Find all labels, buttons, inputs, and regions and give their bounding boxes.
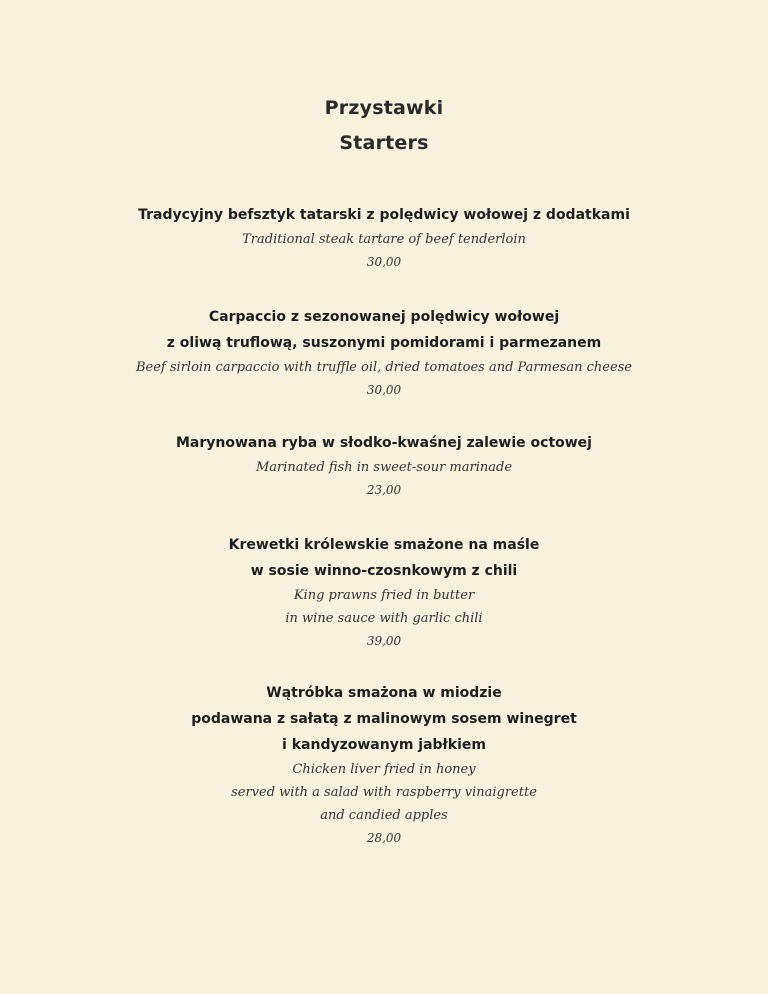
menu-item [0,680,768,850]
dish-name-english: Beef sirloin carpaccio with truffle oil, dried tomatoes and Parmesan cheese [135,360,633,375]
dish-price: 23,00 [366,483,402,497]
menu-item [0,532,768,653]
dish-name-polish: Tradycyjny befsztyk tatarski z polędwicy wołowej z dodatkami [138,207,630,223]
dish-name-polish: i kandyzowanym jabłkiem [282,737,486,753]
dish-name-english: served with a salad with raspberry vinaigrette [231,785,537,800]
dish-price: 30,00 [366,255,402,269]
dish-name-polish: z oliwą truflową, suszonymi pomidorami i parmezanem [166,335,602,351]
menu-item [0,430,768,502]
dish-name-english: Traditional steak tartare of beef tenderloin [242,232,526,247]
dish-name-english: in wine sauce with garlic chili [285,611,483,626]
menu-item [0,202,768,274]
dish-name-polish: Krewetki królewskie smażone na maśle [228,537,540,553]
dish-name-english: Marinated fish in sweet-sour marinade [255,460,513,475]
dish-price: 39,00 [366,634,402,648]
dish-name-polish: Marynowana ryba w słodko-kwaśnej zalewie octowej [176,435,592,451]
menu-item [0,304,768,402]
section-title-english: Starters [339,132,429,154]
dish-price: 28,00 [366,831,402,845]
dish-name-english: King prawns fried in butter [293,588,475,603]
dish-name-english: Chicken liver fried in honey [292,762,476,777]
dish-name-polish: w sosie winno-czosnkowym z chili [250,563,518,579]
dish-name-english: and candied apples [320,808,448,823]
dish-name-polish: Carpaccio z sezonowanej polędwicy wołowej [208,309,560,325]
dish-name-polish: Wątróbka smażona w miodzie [266,685,502,701]
section-title-polish: Przystawki [324,97,444,119]
dish-name-polish: podawana z sałatą z malinowym sosem winegret [191,711,577,727]
dish-price: 30,00 [366,383,402,397]
